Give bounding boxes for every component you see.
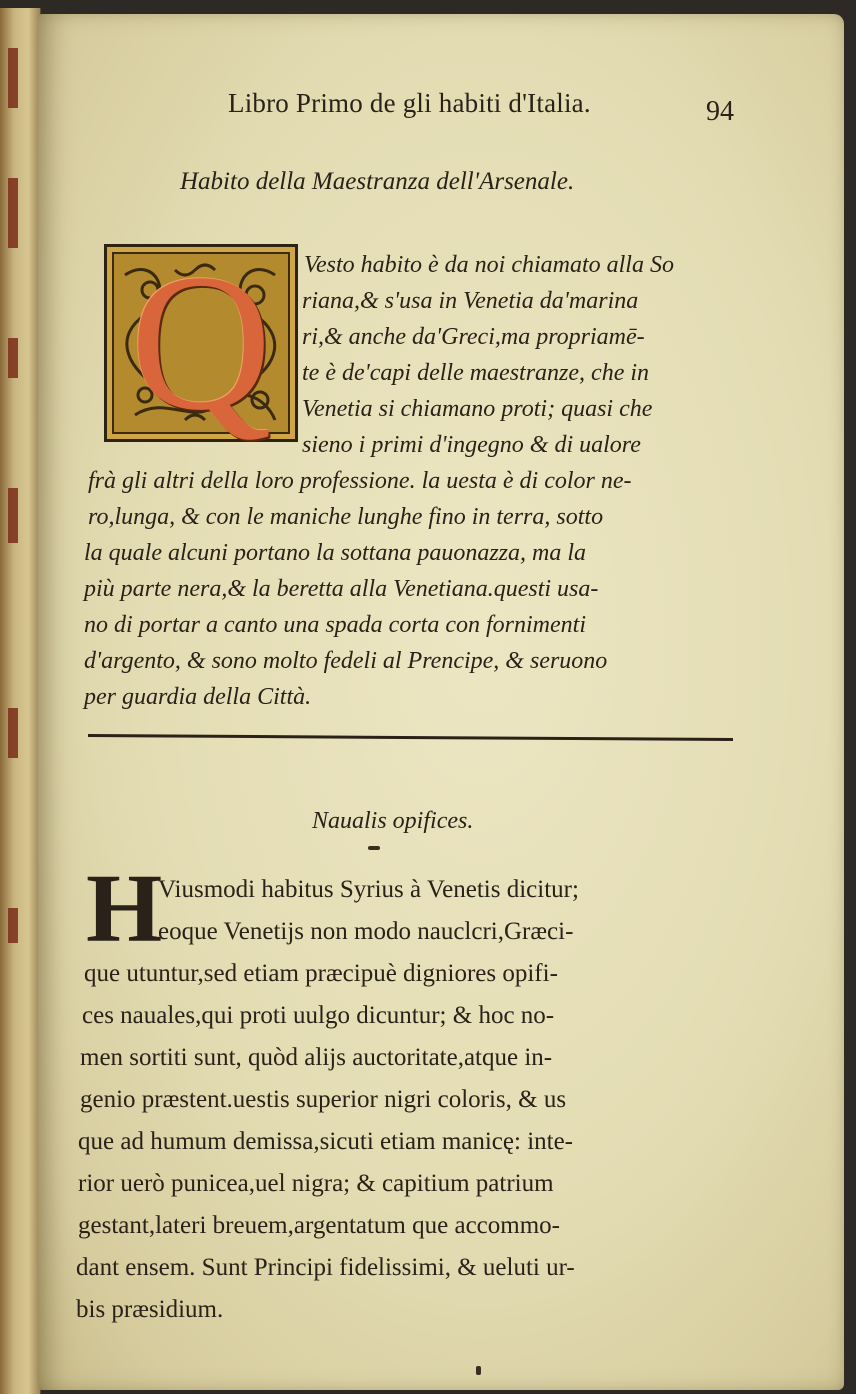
italian-line: Venetia si chiamano proti; quasi che	[302, 396, 653, 422]
italian-line: te è de'capi delle maestranze, che in	[302, 360, 650, 386]
latin-line: bis præsidium.	[76, 1296, 224, 1323]
italian-line: più parte nera,& la beretta alla Venetiana.questi usa-	[84, 576, 599, 602]
italian-line: ro,lunga, & con le maniche lunghe fino in terra, sotto	[88, 504, 604, 530]
previous-page-edge	[0, 8, 41, 1394]
latin-line: rior uerò punicea,uel nigra; & capitium patrium	[78, 1170, 554, 1197]
italian-line: ri,& anche da'Greci,ma propriamē-	[302, 324, 645, 350]
ink-speck	[476, 1366, 481, 1375]
latin-line: genio præstent.uestis superior nigri coloris, & us	[80, 1086, 567, 1113]
latin-line: dant ensem. Sunt Principi fidelissimi, & ueluti ur-	[76, 1254, 575, 1281]
italian-line: Vesto habito è da noi chiamato alla So	[304, 252, 674, 278]
latin-line: Viusmodi habitus Syrius à Venetis dicitur;	[158, 876, 579, 903]
page-number: 94	[706, 96, 734, 127]
latin-line: eoque Venetijs non modo nauclcri,Græci-	[158, 918, 574, 945]
ink-speck	[368, 846, 380, 850]
latin-section-title: Naualis opifices.	[312, 808, 474, 834]
latin-line: que utuntur,sed etiam præcipuè digniores opifi-	[84, 960, 558, 987]
latin-drop-cap-h: H	[86, 855, 163, 963]
italian-line: sieno i primi d'ingegno & di ualore	[302, 432, 641, 458]
latin-line: que ad humum demissa,sicuti etiam manicę: inte-	[78, 1128, 574, 1155]
italian-line: no di portar a canto una spada corta con fornimenti	[84, 612, 586, 638]
italian-line: per guardia della Città.	[84, 684, 312, 710]
italian-line: frà gli altri della loro professione. la uesta è di color ne-	[88, 468, 632, 494]
latin-line: ces nauales,qui proti uulgo dicuntur; & hoc no-	[82, 1002, 555, 1029]
running-head: Libro Primo de gli habiti d'Italia.	[228, 88, 591, 118]
latin-line: gestant,lateri breuem,argentatum que accommo-	[78, 1212, 560, 1239]
italian-section-title: Habito della Maestranza dell'Arsenale.	[180, 168, 575, 195]
ornamental-initial-q	[104, 234, 298, 451]
italian-line: riana,& s'usa in Venetia da'marina	[302, 288, 639, 314]
drop-cap-letter: Q	[130, 234, 272, 451]
italian-line: d'argento, & sono molto fedeli al Prencipe, & seruono	[84, 648, 608, 674]
latin-line: men sortiti sunt, quòd alijs auctoritate,atque in-	[80, 1044, 553, 1071]
italian-line: la quale alcuni portano la sottana pauonazza, ma la	[84, 540, 587, 566]
